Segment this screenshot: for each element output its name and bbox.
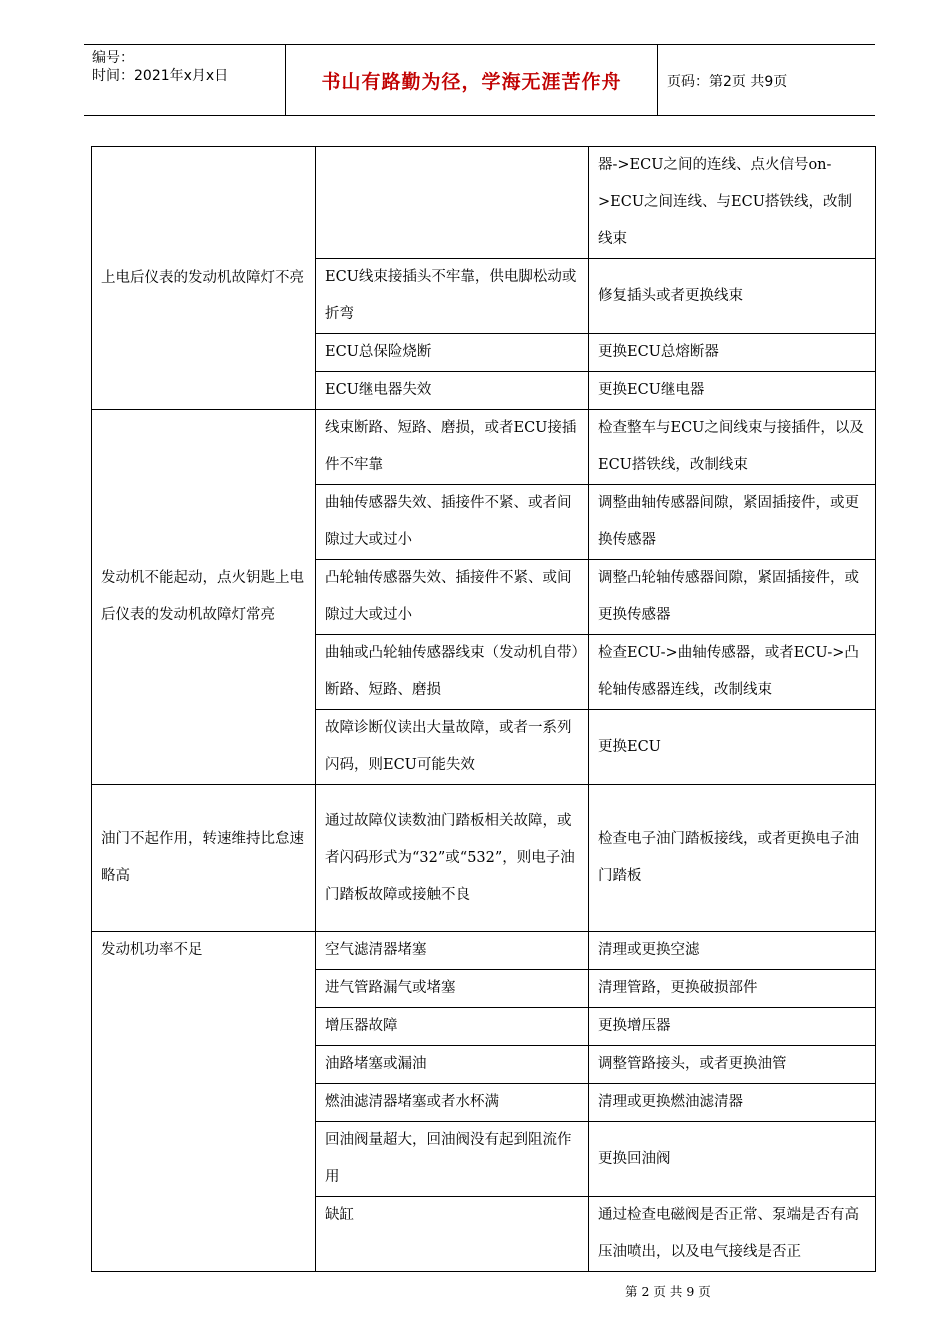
fix-cell: 检查电子油门踏板接线，或者更换电子油门踏板 (589, 785, 876, 932)
cause-cell: 增压器故障 (316, 1008, 589, 1046)
cause-cell: ECU线束接插头不牢靠，供电脚松动或折弯 (316, 259, 589, 334)
fix-cell: 更换增压器 (589, 1008, 876, 1046)
cause-cell: 曲轴传感器失效、插接件不紧、或者间隙过大或过小 (316, 485, 589, 560)
fix-cell: 检查整车与ECU之间线束与接插件，以及ECU搭铁线，改制线束 (589, 410, 876, 485)
cause-cell: 进气管路漏气或堵塞 (316, 970, 589, 1008)
cause-cell (316, 147, 589, 259)
fix-cell: 更换ECU (589, 710, 876, 785)
cause-cell: 空气滤清器堵塞 (316, 932, 589, 970)
doc-time-label: 时间：2021年x月x日 (92, 68, 229, 84)
header-page-info: 页码：第2页 共9页 (667, 74, 788, 90)
symptom-cell: 上电后仪表的发动机故障灯不亮 (92, 147, 316, 410)
cause-cell: 通过故障仪读数油门踏板相关故障，或者闪码形式为“32”或“532”，则电子油门踏板故障或接触不良 (316, 785, 589, 932)
fix-cell: 检查ECU->曲轴传感器，或者ECU->凸轮轴传感器连线，改制线束 (589, 635, 876, 710)
fix-cell: 通过检查电磁阀是否正常、泵端是否有高压油喷出，以及电气接线是否正 (589, 1197, 876, 1272)
symptom-cell: 发动机不能起动，点火钥匙上电后仪表的发动机故障灯常亮 (92, 410, 316, 785)
fix-cell: 清理或更换空滤 (589, 932, 876, 970)
cause-cell: 燃油滤清器堵塞或者水杯满 (316, 1084, 589, 1122)
fix-cell: 修复插头或者更换线束 (589, 259, 876, 334)
table-row (92, 147, 876, 259)
cause-cell: 故障诊断仪读出大量故障，或者一系列闪码，则ECU可能失效 (316, 710, 589, 785)
cause-cell: 回油阀量超大，回油阀没有起到阻流作用 (316, 1122, 589, 1197)
cause-cell: 缺缸 (316, 1197, 589, 1272)
fix-cell: 清理管路，更换破损部件 (589, 970, 876, 1008)
header-motto: 书山有路勤为径，学海无涯苦作舟 (321, 71, 622, 93)
header-divider (657, 45, 658, 115)
header-meta (92, 49, 228, 85)
fix-cell: 调整曲轴传感器间隙，紧固插接件，或更换传感器 (589, 485, 876, 560)
symptom-cell: 发动机功率不足 (92, 932, 316, 1272)
fix-cell: 更换ECU继电器 (589, 372, 876, 410)
cause-cell: ECU总保险烧断 (316, 334, 589, 372)
table-row (92, 785, 876, 932)
fix-cell: 清理或更换燃油滤清器 (589, 1084, 876, 1122)
table-row (92, 410, 876, 485)
page-header (84, 44, 875, 116)
cause-cell: 凸轮轴传感器失效、插接件不紧、或间隙过大或过小 (316, 560, 589, 635)
cause-cell: 油路堵塞或漏油 (316, 1046, 589, 1084)
fault-table (91, 146, 876, 1272)
table-row (92, 932, 876, 970)
doc-number-label: 编号： (92, 50, 134, 66)
fix-cell: 器->ECU之间的连线、点火信号on->ECU之间连线、与ECU搭铁线，改制线束 (589, 147, 876, 259)
fix-cell: 调整凸轮轴传感器间隙，紧固插接件，或更换传感器 (589, 560, 876, 635)
page-footer: 第 2 页 共 9 页 (625, 1284, 711, 1299)
cause-cell: 曲轴或凸轮轴传感器线束（发动机自带）断路、短路、磨损 (316, 635, 589, 710)
fix-cell: 更换回油阀 (589, 1122, 876, 1197)
fix-cell: 更换ECU总熔断器 (589, 334, 876, 372)
fix-cell: 调整管路接头，或者更换油管 (589, 1046, 876, 1084)
cause-cell: 线束断路、短路、磨损，或者ECU接插件不牢靠 (316, 410, 589, 485)
symptom-cell: 油门不起作用，转速维持比怠速略高 (92, 785, 316, 932)
cause-cell: ECU继电器失效 (316, 372, 589, 410)
